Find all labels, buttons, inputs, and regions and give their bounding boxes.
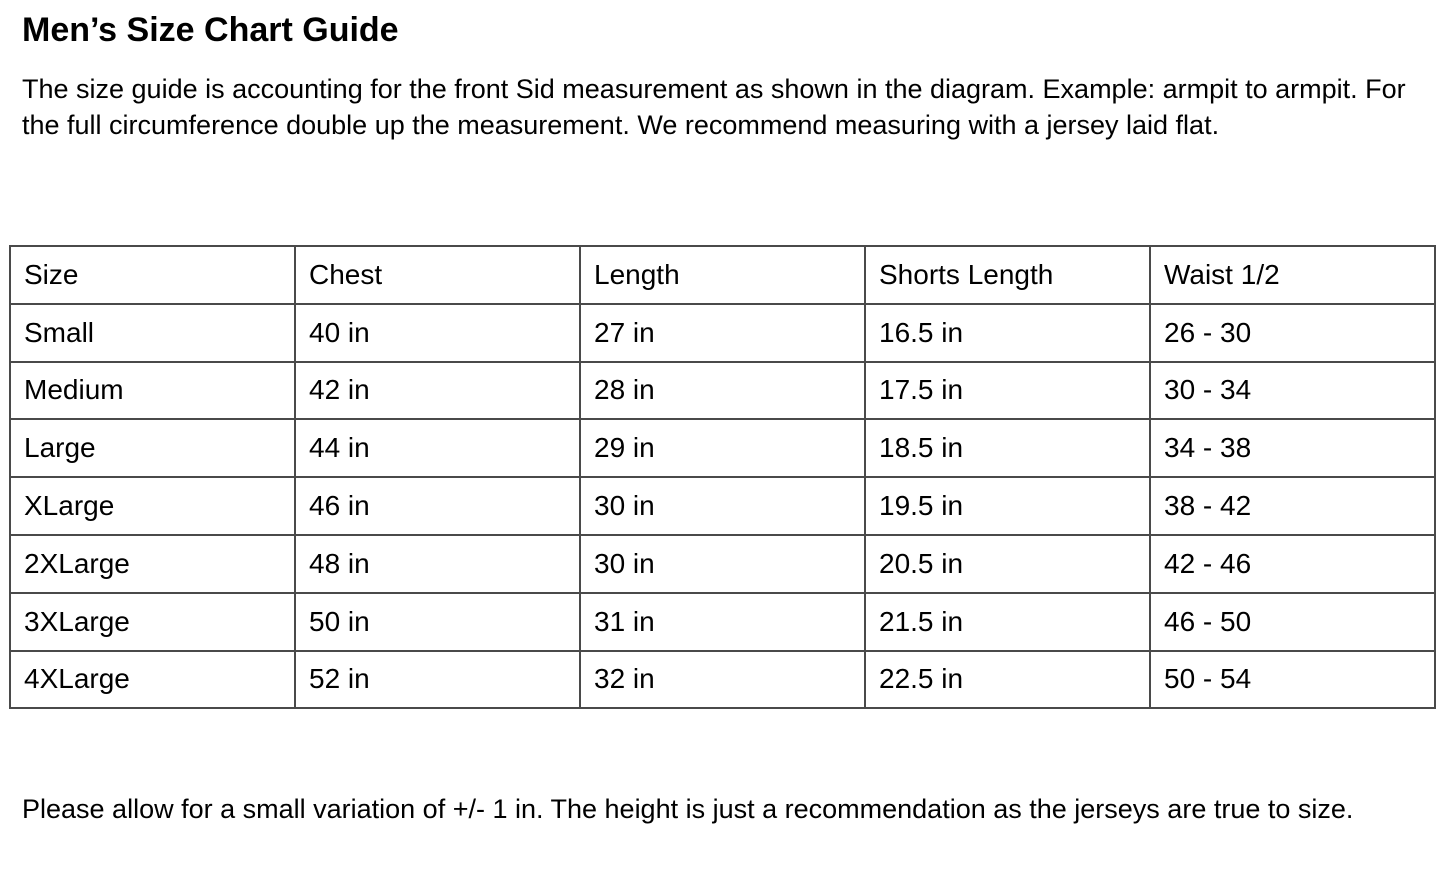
cell-length: 27 in <box>580 304 865 362</box>
table-row <box>10 419 1435 477</box>
cell-waist-half: 30 - 34 <box>1150 362 1435 420</box>
cell-size: Small <box>10 304 295 362</box>
cell-shorts-length: 18.5 in <box>865 419 1150 477</box>
cell-waist-half: 42 - 46 <box>1150 535 1435 593</box>
cell-size: XLarge <box>10 477 295 535</box>
cell-chest: 42 in <box>295 362 580 420</box>
header-length: Length <box>580 246 865 304</box>
header-waist-half: Waist 1/2 <box>1150 246 1435 304</box>
cell-waist-half: 38 - 42 <box>1150 477 1435 535</box>
table-row <box>10 535 1435 593</box>
cell-shorts-length: 17.5 in <box>865 362 1150 420</box>
cell-chest: 46 in <box>295 477 580 535</box>
table-row <box>10 651 1435 709</box>
table-row <box>10 304 1435 362</box>
table-header-row <box>10 246 1435 304</box>
cell-waist-half: 34 - 38 <box>1150 419 1435 477</box>
intro-paragraph: The size guide is accounting for the front Sid measurement as shown in the diagram. Example: armpit to armpit. For the full circumference double up the measurement. We recommend measuring with a jersey laid flat. <box>22 74 1406 140</box>
cell-shorts-length: 21.5 in <box>865 593 1150 651</box>
header-size: Size <box>10 246 295 304</box>
cell-chest: 48 in <box>295 535 580 593</box>
cell-length: 31 in <box>580 593 865 651</box>
cell-chest: 52 in <box>295 651 580 709</box>
cell-waist-half: 26 - 30 <box>1150 304 1435 362</box>
cell-chest: 50 in <box>295 593 580 651</box>
cell-length: 32 in <box>580 651 865 709</box>
cell-size: 3XLarge <box>10 593 295 651</box>
size-chart-table <box>9 245 1436 709</box>
cell-waist-half: 50 - 54 <box>1150 651 1435 709</box>
cell-length: 29 in <box>580 419 865 477</box>
cell-size: Large <box>10 419 295 477</box>
page-title: Men’s Size Chart Guide <box>22 11 399 49</box>
cell-size: Medium <box>10 362 295 420</box>
cell-size: 4XLarge <box>10 651 295 709</box>
variation-note: Please allow for a small variation of +/- 1 in. The height is just a recommendation as the jerseys are true to size. <box>22 794 1354 824</box>
cell-chest: 40 in <box>295 304 580 362</box>
cell-length: 28 in <box>580 362 865 420</box>
table-row <box>10 477 1435 535</box>
cell-size: 2XLarge <box>10 535 295 593</box>
cell-waist-half: 46 - 50 <box>1150 593 1435 651</box>
cell-length: 30 in <box>580 477 865 535</box>
table-row <box>10 362 1435 420</box>
cell-shorts-length: 19.5 in <box>865 477 1150 535</box>
cell-shorts-length: 16.5 in <box>865 304 1150 362</box>
cell-shorts-length: 22.5 in <box>865 651 1150 709</box>
table-row <box>10 593 1435 651</box>
cell-shorts-length: 20.5 in <box>865 535 1150 593</box>
header-shorts-length: Shorts Length <box>865 246 1150 304</box>
cell-chest: 44 in <box>295 419 580 477</box>
cell-length: 30 in <box>580 535 865 593</box>
header-chest: Chest <box>295 246 580 304</box>
